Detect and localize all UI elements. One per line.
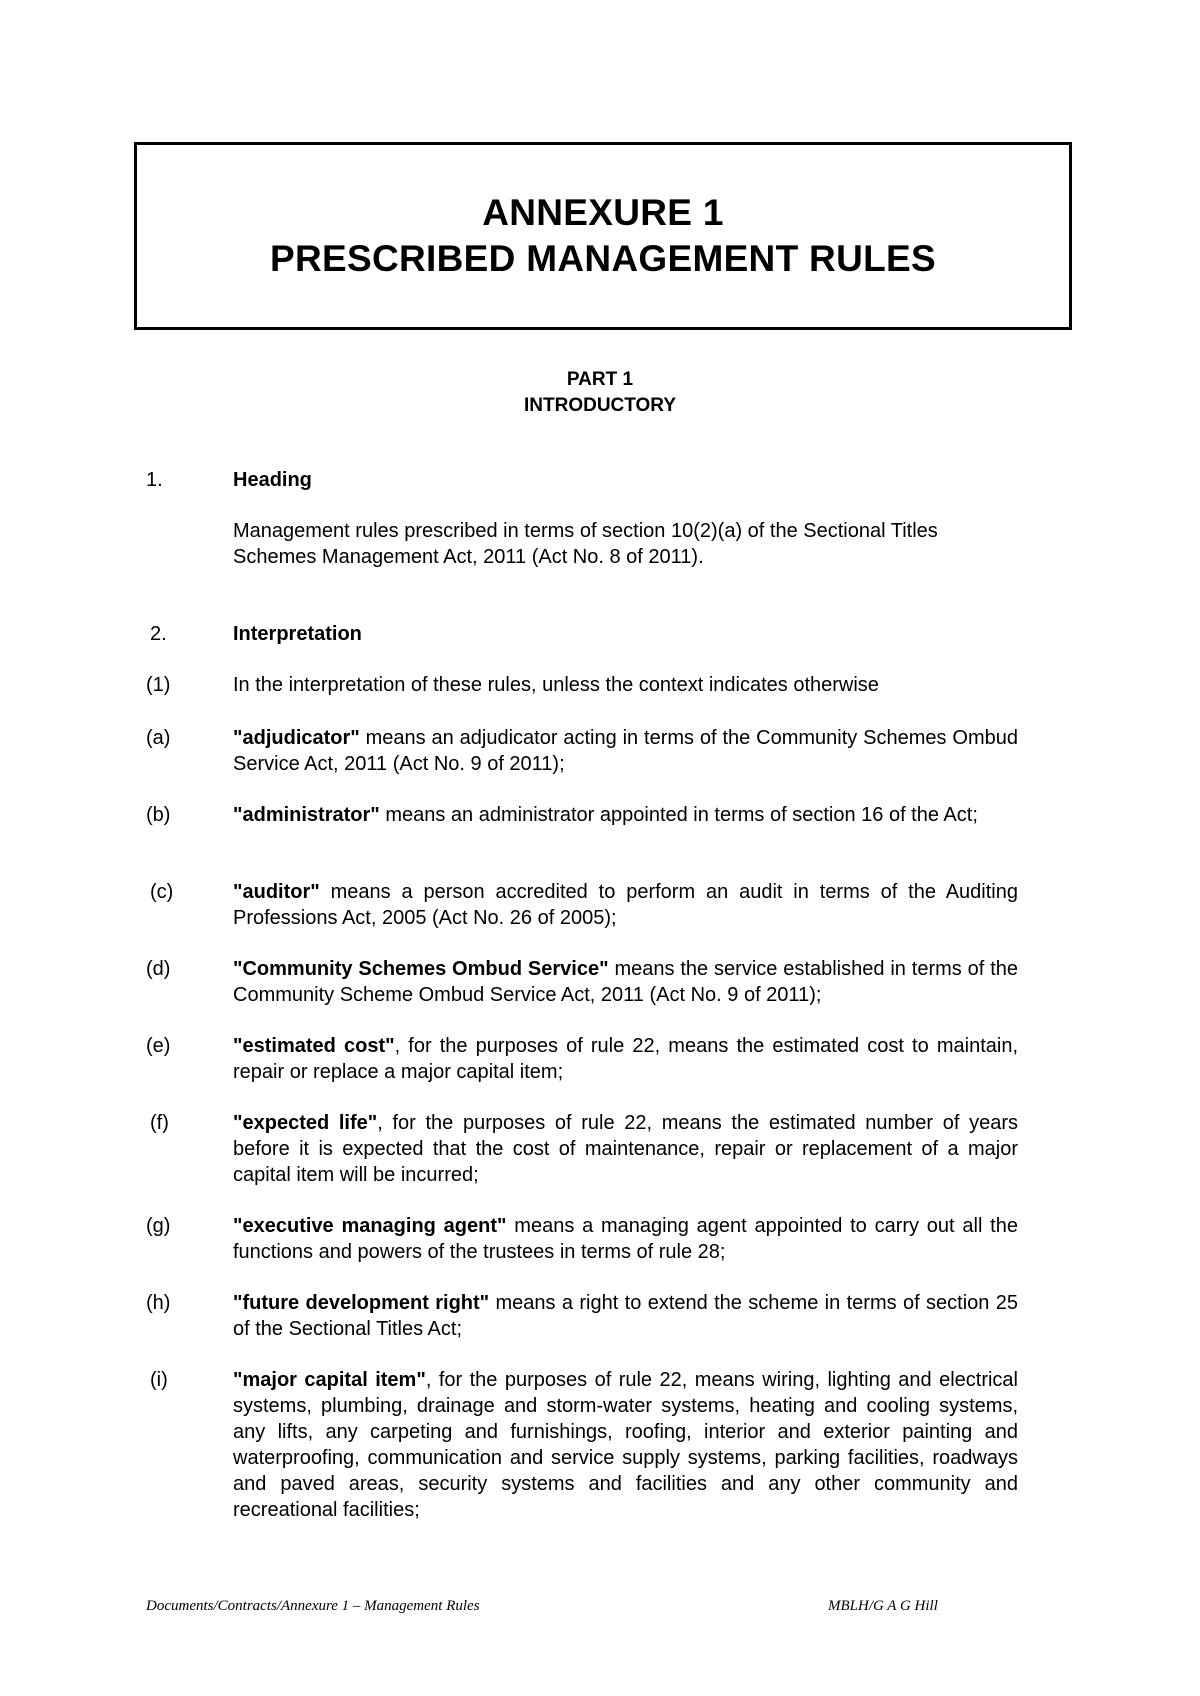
definition-body: , for the purposes of rule 22, means wiring, lighting and electrical systems, plumbing, drainage and storm-water systems, heating and cooling systems, any lifts, any carpeting and furnishings, roofing, interior and exterior painting and waterproofing, communication and service supply systems, parking facilities, roadways and paved areas, security systems and facilities and any other community and recreational facilities;: [233, 1369, 1018, 1521]
rule-number: 2.: [150, 623, 167, 645]
rule-body: Management rules prescribed in terms of section 10(2)(a) of the Sectional Titles Schemes Management Act, 2011 (Act No. 8 of 2011).: [233, 520, 938, 568]
definition-term: "auditor": [233, 881, 320, 903]
definition-term: "Community Schemes Ombud Service": [233, 958, 609, 980]
definition-text: [233, 725, 1018, 777]
definition-text: [233, 1213, 1018, 1265]
part-name: INTRODUCTORY: [524, 395, 676, 416]
definition-text: [233, 802, 1018, 828]
definition-text: [233, 956, 1018, 1008]
subrule-number: (1): [146, 674, 171, 696]
subrule-text: In the interpretation of these rules, unless the context indicates otherwise: [233, 674, 879, 696]
footer-document-path: Documents/Contracts/Annexure 1 – Management Rules: [146, 1598, 480, 1614]
definition-term: "executive managing agent": [233, 1215, 507, 1237]
definition-label: (b): [146, 804, 171, 826]
rule-number: 1.: [146, 469, 163, 491]
definition-body: means an adjudicator acting in terms of the Community Schemes Ombud Service Act, 2011 (Act No. 9 of 2011);: [233, 727, 1018, 775]
definition-text: [233, 1367, 1018, 1523]
definition-label: (h): [146, 1292, 171, 1314]
part-label: PART 1: [566, 369, 634, 390]
definition-term: "estimated cost": [233, 1035, 395, 1057]
definition-body: means a right to extend the scheme in terms of section 25 of the Sectional Titles Act;: [233, 1292, 1018, 1340]
footer-author: MBLH/G A G Hill: [828, 1598, 938, 1614]
definition-body: , for the purposes of rule 22, means the estimated number of years before it is expected that the cost of maintenance, repair or replacement of a major capital item will be incurred;: [233, 1112, 1018, 1186]
definition-text: [233, 1033, 1018, 1085]
definition-text: [233, 1290, 1018, 1342]
definition-label: (c): [150, 881, 174, 903]
definition-label: (g): [146, 1215, 171, 1237]
title-box: [134, 142, 1072, 330]
definition-body: , for the purposes of rule 22, means the estimated cost to maintain, repair or replace a major capital item;: [233, 1035, 1018, 1083]
definition-label: (d): [146, 958, 171, 980]
definition-body: means the service established in terms of the Community Scheme Ombud Service Act, 2011 (Act No. 9 of 2011);: [233, 958, 1018, 1006]
definition-term: "expected life": [233, 1112, 378, 1134]
definition-text: [233, 1110, 1018, 1188]
definition-label: (i): [150, 1369, 168, 1391]
rule-heading: Heading: [233, 469, 312, 491]
definition-term: "future development right": [233, 1292, 490, 1314]
definition-body: means a managing agent appointed to carry out all the functions and powers of the trustees in terms of rule 28;: [233, 1215, 1018, 1263]
definition-term: "adjudicator": [233, 727, 360, 749]
definition-label: (e): [146, 1035, 171, 1057]
definition-label: (f): [150, 1112, 169, 1134]
definition-term: "major capital item": [233, 1369, 426, 1391]
definition-term: "administrator": [233, 804, 380, 826]
rules-title: PRESCRIBED MANAGEMENT RULES: [270, 238, 936, 279]
rule-heading: Interpretation: [233, 623, 362, 645]
definition-text: [233, 879, 1018, 931]
annexure-title: ANNEXURE 1: [482, 192, 724, 233]
definition-body: means a person accredited to perform an audit in terms of the Auditing Professions Act, 2005 (Act No. 26 of 2005);: [233, 881, 1018, 929]
definition-label: (a): [146, 727, 171, 749]
definition-body: means an administrator appointed in terms of section 16 of the Act;: [379, 804, 978, 826]
